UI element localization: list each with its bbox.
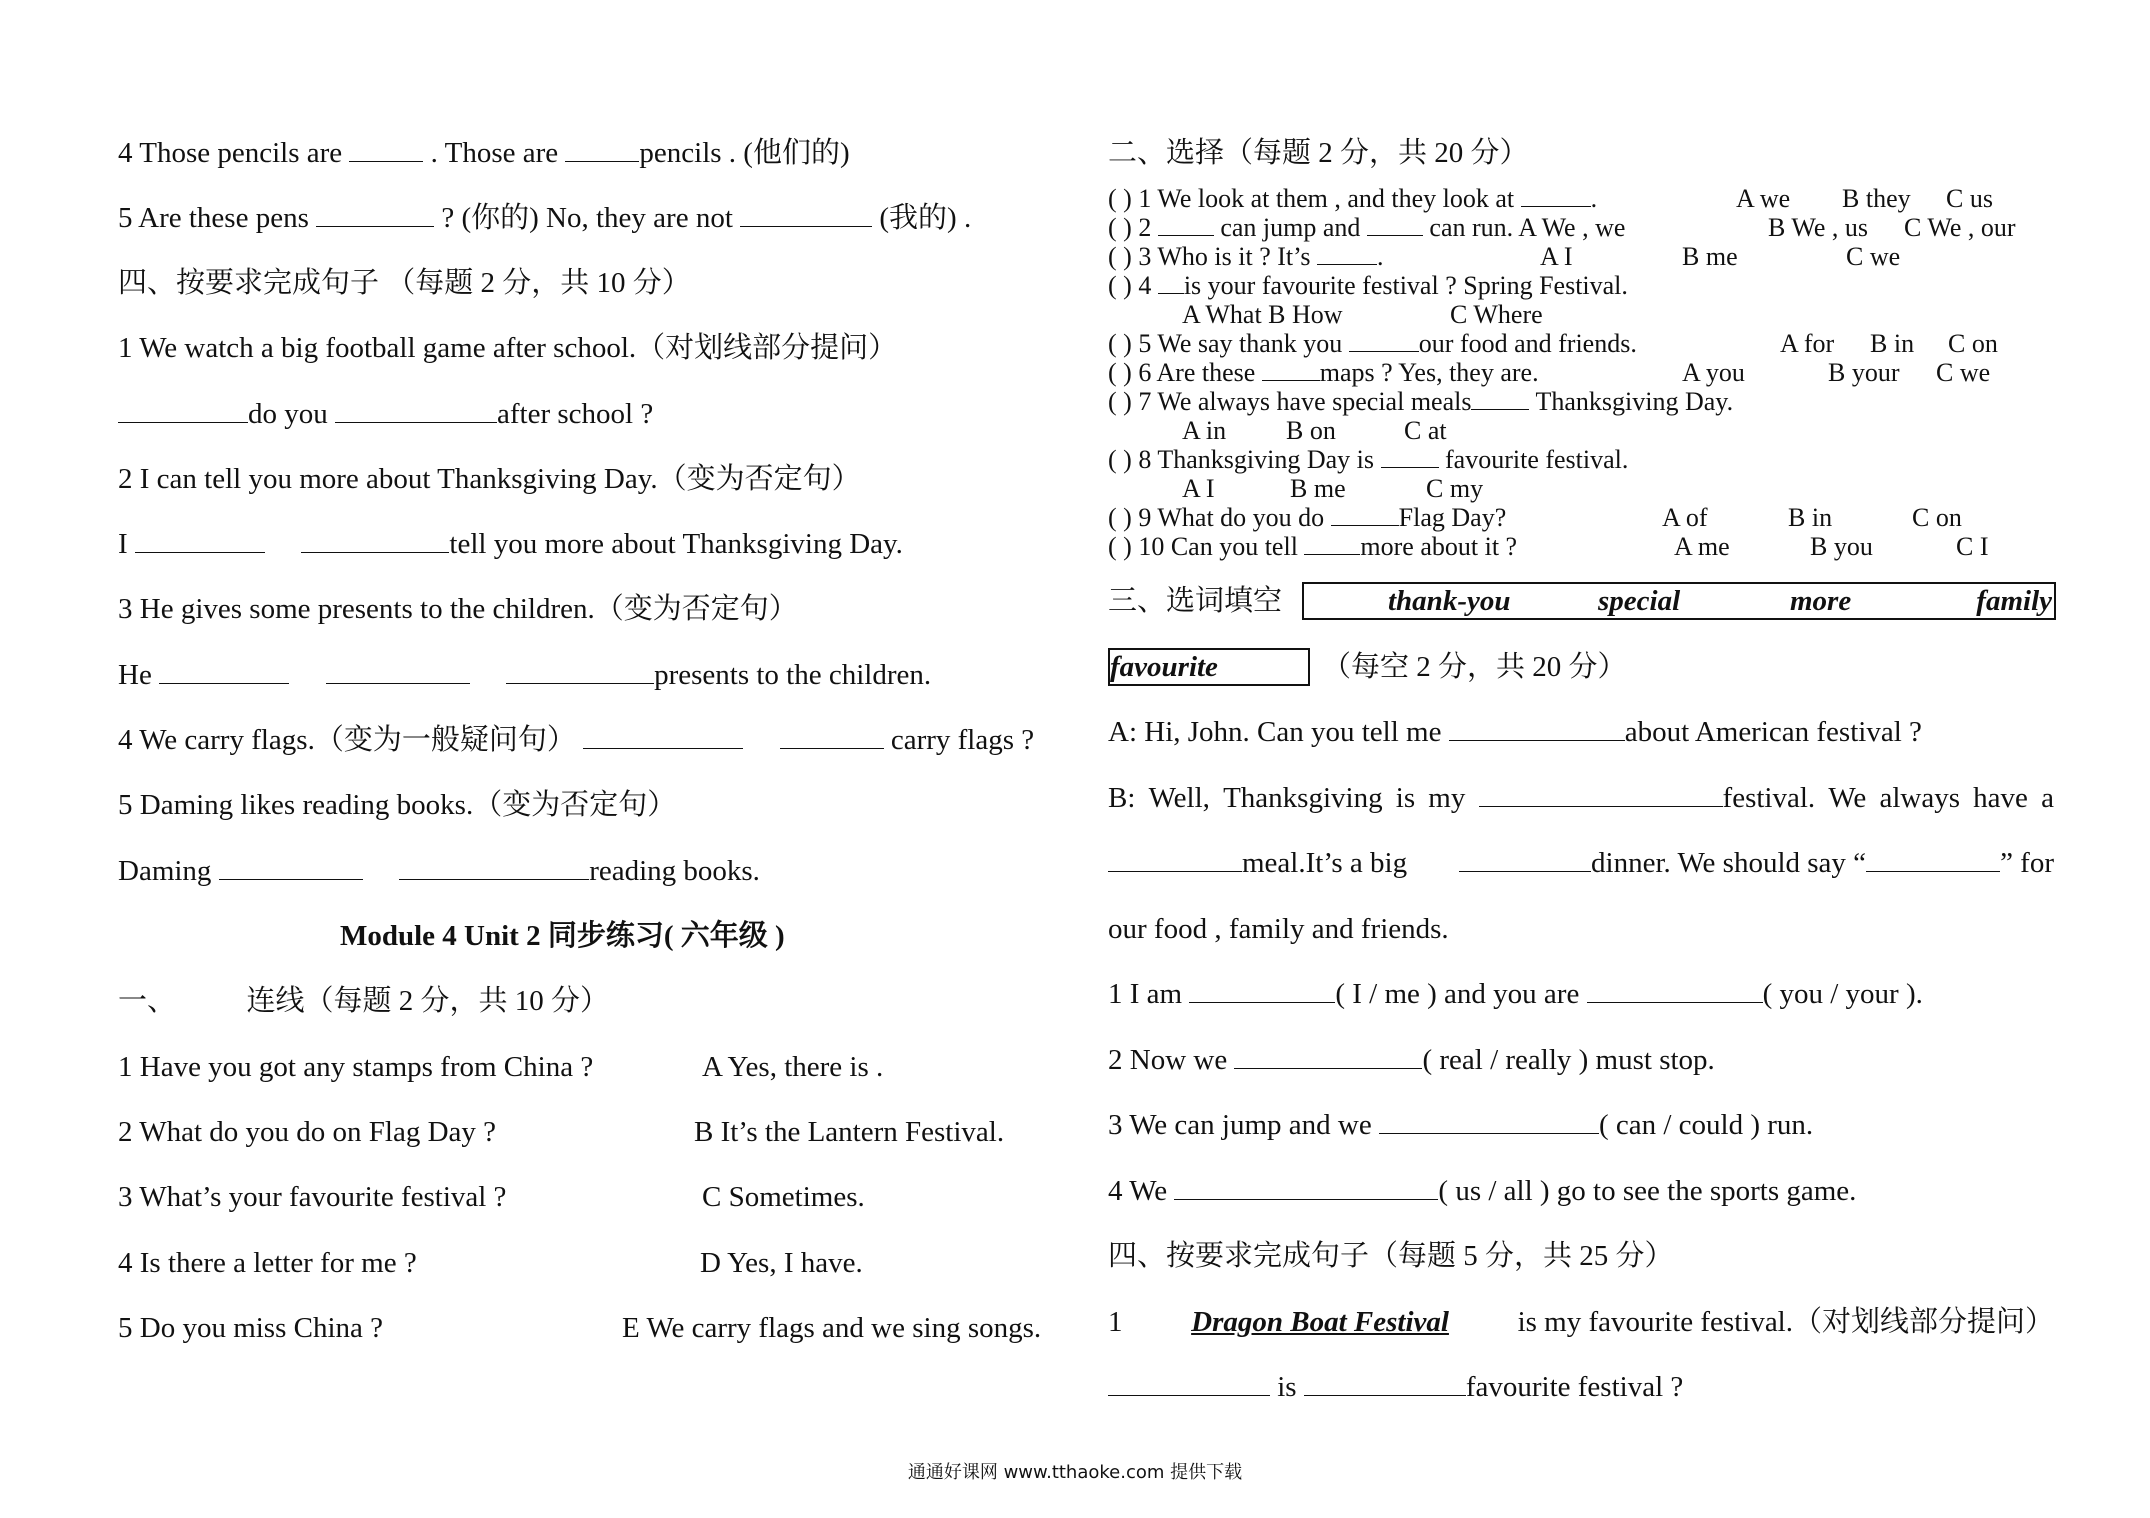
question-2: 2 I can tell you more about Thanksgiving Day.（变为否定句） bbox=[118, 463, 861, 495]
text: 连线（每题 2 分，共 10 分） bbox=[246, 985, 610, 1017]
choice-10 bbox=[1108, 532, 1517, 561]
text: ( us / all ) go to see the sports game. bbox=[1438, 1175, 1857, 1207]
answer-paren[interactable]: ( ) bbox=[1108, 445, 1132, 474]
dialogue-line-b bbox=[1108, 781, 2054, 815]
text: 1 We look at them , and they look at bbox=[1138, 184, 1515, 213]
section-3-heading: 三、选词填空 bbox=[1108, 585, 1283, 617]
blank[interactable] bbox=[1471, 387, 1529, 410]
match-answer-b: B It’s the Lantern Festival. bbox=[694, 1116, 1005, 1148]
text: 4 We bbox=[1108, 1175, 1168, 1207]
option-b: B you bbox=[1810, 532, 1873, 561]
text: dinner. We should say “ bbox=[1591, 847, 1867, 879]
option-b: B me bbox=[1682, 242, 1738, 271]
text: tell you more about Thanksgiving Day. bbox=[449, 528, 903, 560]
dialogue-line-d: our food , family and friends. bbox=[1108, 913, 1449, 945]
blank[interactable] bbox=[1174, 1174, 1438, 1200]
question-3: 3 He gives some presents to the children.（变为否定句） bbox=[118, 593, 798, 625]
section-1-heading bbox=[118, 984, 609, 1018]
option-a: A we bbox=[1736, 184, 1791, 213]
text: He bbox=[118, 659, 152, 691]
word-thank-you: thank-you bbox=[1388, 585, 1511, 617]
blank[interactable] bbox=[301, 527, 449, 553]
text: can jump and bbox=[1220, 213, 1361, 242]
choice-1 bbox=[1108, 184, 1597, 213]
section-4-heading-right: 四、按要求完成句子（每题 5 分，共 25 分） bbox=[1108, 1240, 1674, 1272]
text: maps ? Yes, they are. bbox=[1319, 358, 1539, 387]
text: 5 We say thank you bbox=[1138, 329, 1343, 358]
text: is bbox=[1395, 782, 1416, 814]
blank[interactable] bbox=[1108, 1370, 1270, 1396]
match-answer-c: C Sometimes. bbox=[702, 1181, 865, 1213]
text: 4 We carry flags.（变为一般疑问句） bbox=[118, 724, 576, 756]
answer-5 bbox=[118, 854, 760, 888]
choice-9 bbox=[1108, 503, 1506, 532]
option-b: B in bbox=[1870, 329, 1915, 358]
text: Thanksgiving bbox=[1223, 782, 1383, 814]
text: ” for bbox=[2000, 847, 2054, 879]
text: about American festival ? bbox=[1624, 716, 1922, 748]
text: . bbox=[1590, 184, 1598, 213]
module-title: Module 4 Unit 2 同步练习( 六年级 ) bbox=[340, 920, 785, 952]
text: my bbox=[1428, 782, 1466, 814]
text: ( real / really ) must stop. bbox=[1422, 1044, 1715, 1076]
text: festival. bbox=[1722, 782, 1816, 814]
underlined-phrase: Dragon Boat Festival bbox=[1191, 1306, 1449, 1338]
text: after school ? bbox=[497, 398, 654, 430]
option-a: A of bbox=[1662, 503, 1708, 532]
option-c: C Where bbox=[1450, 300, 1543, 329]
blank[interactable] bbox=[506, 658, 654, 684]
text: a bbox=[2041, 782, 2054, 814]
word-family: family bbox=[1976, 585, 2052, 617]
blank[interactable] bbox=[349, 136, 423, 162]
text: (我的) . bbox=[879, 202, 972, 234]
match-question-2: 2 What do you do on Flag Day ? bbox=[118, 1116, 497, 1148]
blank[interactable] bbox=[399, 854, 589, 880]
choice-5 bbox=[1108, 329, 1637, 358]
option-b: B me bbox=[1290, 474, 1346, 503]
match-question-5: 5 Do you miss China ? bbox=[118, 1312, 384, 1344]
text: 4 bbox=[1138, 271, 1152, 300]
answer-2 bbox=[118, 527, 903, 561]
text: always bbox=[1879, 782, 1960, 814]
text: favourite festival. bbox=[1445, 445, 1629, 474]
question-1: 1 We watch a big football game after school.（对划线部分提问） bbox=[118, 332, 898, 364]
text: ? (你的) No, they are not bbox=[441, 202, 733, 234]
section-4-heading: 四、按要求完成句子 （每题 2 分，共 10 分） bbox=[118, 267, 691, 299]
blank[interactable] bbox=[1866, 846, 2000, 872]
option-b: B in bbox=[1788, 503, 1833, 532]
text: 1 bbox=[1108, 1306, 1123, 1338]
text: 2 Now we bbox=[1108, 1044, 1228, 1076]
blank[interactable] bbox=[219, 854, 363, 880]
answer-paren[interactable]: ( ) bbox=[1108, 387, 1132, 416]
text: Daming bbox=[118, 855, 212, 887]
section-2-heading: 二、选择（每题 2 分，共 20 分） bbox=[1108, 137, 1529, 169]
blank[interactable] bbox=[1449, 715, 1625, 741]
text: 6 Are these bbox=[1138, 358, 1256, 387]
text: ( you / your ). bbox=[1762, 978, 1923, 1010]
option-c: C we bbox=[1936, 358, 1991, 387]
blank[interactable] bbox=[740, 201, 872, 227]
text: A: Hi, John. Can you tell me bbox=[1108, 716, 1442, 748]
option-c: C we bbox=[1846, 242, 1901, 271]
text: 3 Who is it ? It’s bbox=[1138, 242, 1311, 271]
answer-paren[interactable]: ( ) bbox=[1108, 503, 1132, 532]
text: 一、 bbox=[118, 985, 177, 1017]
option-c: C on bbox=[1948, 329, 1998, 358]
word-favourite: favourite bbox=[1110, 651, 1218, 683]
match-answer-d: D Yes, I have. bbox=[700, 1247, 863, 1279]
text: can run. A We , we bbox=[1429, 213, 1626, 242]
fill-1 bbox=[1108, 977, 1923, 1011]
text: 4 Those pencils are bbox=[118, 137, 343, 169]
text: 1 I am bbox=[1108, 978, 1183, 1010]
text: presents to the children. bbox=[654, 659, 932, 691]
option-c: C on bbox=[1912, 503, 1962, 532]
choice-4 bbox=[1108, 271, 1628, 300]
text: 5 Are these pens bbox=[118, 202, 309, 234]
text: our food and friends. bbox=[1418, 329, 1637, 358]
blank[interactable] bbox=[1304, 532, 1360, 555]
blank[interactable] bbox=[118, 397, 248, 423]
blank[interactable] bbox=[1331, 503, 1399, 526]
text: Flag Day? bbox=[1398, 503, 1507, 532]
answer-1 bbox=[118, 397, 653, 431]
blank[interactable] bbox=[1108, 846, 1242, 872]
option-b: B on bbox=[1286, 416, 1336, 445]
question-4 bbox=[118, 723, 1034, 757]
option-a: A I bbox=[1540, 242, 1573, 271]
rewrite-1 bbox=[1108, 1305, 2054, 1339]
footer-credit: 通通好课网 www.tthaoke.com 提供下载 bbox=[907, 1462, 1243, 1483]
blank[interactable] bbox=[135, 527, 265, 553]
blank[interactable] bbox=[335, 397, 497, 423]
word-special: special bbox=[1598, 585, 1681, 617]
text: is bbox=[1277, 1371, 1297, 1403]
blank[interactable] bbox=[159, 658, 289, 684]
dialogue-line-c bbox=[1108, 846, 2054, 880]
choice-2 bbox=[1108, 213, 1625, 242]
text: 7 We always have special meals bbox=[1138, 387, 1472, 416]
text: . Those are bbox=[430, 137, 559, 169]
rewrite-1-answer bbox=[1108, 1370, 1683, 1404]
text: We bbox=[1828, 782, 1867, 814]
choice-6 bbox=[1108, 358, 1539, 387]
text: is your favourite festival ? Spring Festival. bbox=[1183, 271, 1628, 300]
match-question-1: 1 Have you got any stamps from China ? bbox=[118, 1051, 594, 1083]
option-a: A in bbox=[1182, 416, 1227, 445]
blank[interactable] bbox=[316, 201, 434, 227]
blank[interactable] bbox=[1304, 1370, 1466, 1396]
text: reading books. bbox=[589, 855, 760, 887]
choice-8 bbox=[1108, 445, 1628, 474]
blank[interactable] bbox=[1234, 1043, 1422, 1069]
blank[interactable] bbox=[1158, 271, 1184, 294]
section-3-score: （每空 2 分，共 20 分） bbox=[1322, 651, 1627, 683]
option-b: B they bbox=[1842, 184, 1911, 213]
line-l4 bbox=[118, 136, 850, 170]
text: . bbox=[1376, 242, 1384, 271]
text: B: bbox=[1108, 782, 1136, 814]
question-5: 5 Daming likes reading books.（变为否定句） bbox=[118, 789, 677, 821]
text: meal.It’s a big bbox=[1242, 847, 1408, 879]
choice-3 bbox=[1108, 242, 1383, 271]
blank[interactable] bbox=[1158, 213, 1214, 236]
dialogue-line-a bbox=[1108, 715, 1922, 749]
text: more about it ? bbox=[1360, 532, 1518, 561]
text: 10 Can you tell bbox=[1138, 532, 1298, 561]
blank[interactable] bbox=[1367, 213, 1423, 236]
answer-3 bbox=[118, 658, 931, 692]
option-a: A me bbox=[1674, 532, 1730, 561]
text: 3 We can jump and we bbox=[1108, 1109, 1372, 1141]
answer-paren[interactable]: ( ) bbox=[1108, 184, 1132, 213]
text: 2 bbox=[1138, 213, 1152, 242]
match-answer-e: E We carry flags and we sing songs. bbox=[622, 1312, 1042, 1344]
line-l5 bbox=[118, 201, 971, 235]
text: is my favourite festival.（对划线部分提问） bbox=[1517, 1306, 2054, 1338]
match-answer-a: A Yes, there is . bbox=[702, 1051, 884, 1083]
option-a: A I bbox=[1182, 474, 1215, 503]
blank[interactable] bbox=[583, 723, 743, 749]
option-c: C at bbox=[1404, 416, 1447, 445]
text: favourite festival ? bbox=[1465, 1371, 1684, 1403]
text: I bbox=[118, 528, 128, 560]
option-c: C my bbox=[1426, 474, 1484, 503]
blank[interactable] bbox=[1317, 242, 1377, 265]
answer-paren[interactable]: ( ) bbox=[1108, 242, 1132, 271]
blank[interactable] bbox=[1459, 846, 1591, 872]
text: 9 What do you do bbox=[1138, 503, 1325, 532]
word-bank-box bbox=[1302, 582, 2056, 620]
text: 8 Thanksgiving Day is bbox=[1138, 445, 1375, 474]
blank[interactable] bbox=[1479, 781, 1723, 807]
answer-paren[interactable]: ( ) bbox=[1108, 271, 1132, 300]
match-question-3: 3 What’s your favourite festival ? bbox=[118, 1181, 507, 1213]
text: Thanksgiving Day. bbox=[1535, 387, 1734, 416]
answer-paren[interactable]: ( ) bbox=[1108, 358, 1132, 387]
option-a: A for bbox=[1780, 329, 1835, 358]
option-c: C I bbox=[1956, 532, 1989, 561]
option-c: C us bbox=[1946, 184, 1993, 213]
word-bank-box-2 bbox=[1108, 648, 1310, 686]
option-c: C We , our bbox=[1904, 213, 2016, 242]
blank[interactable] bbox=[1587, 977, 1763, 1003]
blank[interactable] bbox=[1262, 358, 1320, 381]
blank[interactable] bbox=[326, 658, 470, 684]
blank[interactable] bbox=[565, 136, 639, 162]
text: pencils . (他们的) bbox=[639, 137, 850, 169]
fill-4 bbox=[1108, 1174, 1856, 1208]
answer-paren[interactable]: ( ) bbox=[1108, 213, 1132, 242]
choice-7 bbox=[1108, 387, 1733, 416]
blank[interactable] bbox=[1521, 184, 1591, 207]
text: ( can / could ) run. bbox=[1598, 1109, 1814, 1141]
blank[interactable] bbox=[1381, 445, 1439, 468]
text: ( I / me ) and you are bbox=[1335, 978, 1580, 1010]
text: carry flags ? bbox=[890, 724, 1035, 756]
match-question-4: 4 Is there a letter for me ? bbox=[118, 1247, 417, 1279]
blank[interactable] bbox=[1379, 1108, 1599, 1134]
blank[interactable] bbox=[780, 723, 884, 749]
option-ab: A What B How bbox=[1182, 300, 1343, 329]
fill-2 bbox=[1108, 1043, 1715, 1077]
blank[interactable] bbox=[1349, 329, 1419, 352]
answer-paren[interactable]: ( ) bbox=[1108, 532, 1132, 561]
option-b: B We , us bbox=[1768, 213, 1868, 242]
option-a: A you bbox=[1682, 358, 1745, 387]
text: Well, bbox=[1148, 782, 1210, 814]
fill-3 bbox=[1108, 1108, 1813, 1142]
word-more: more bbox=[1790, 585, 1852, 617]
text: do you bbox=[248, 398, 328, 430]
blank[interactable] bbox=[1189, 977, 1335, 1003]
text: have bbox=[1973, 782, 2028, 814]
answer-paren[interactable]: ( ) bbox=[1108, 329, 1132, 358]
option-b: B your bbox=[1828, 358, 1900, 387]
